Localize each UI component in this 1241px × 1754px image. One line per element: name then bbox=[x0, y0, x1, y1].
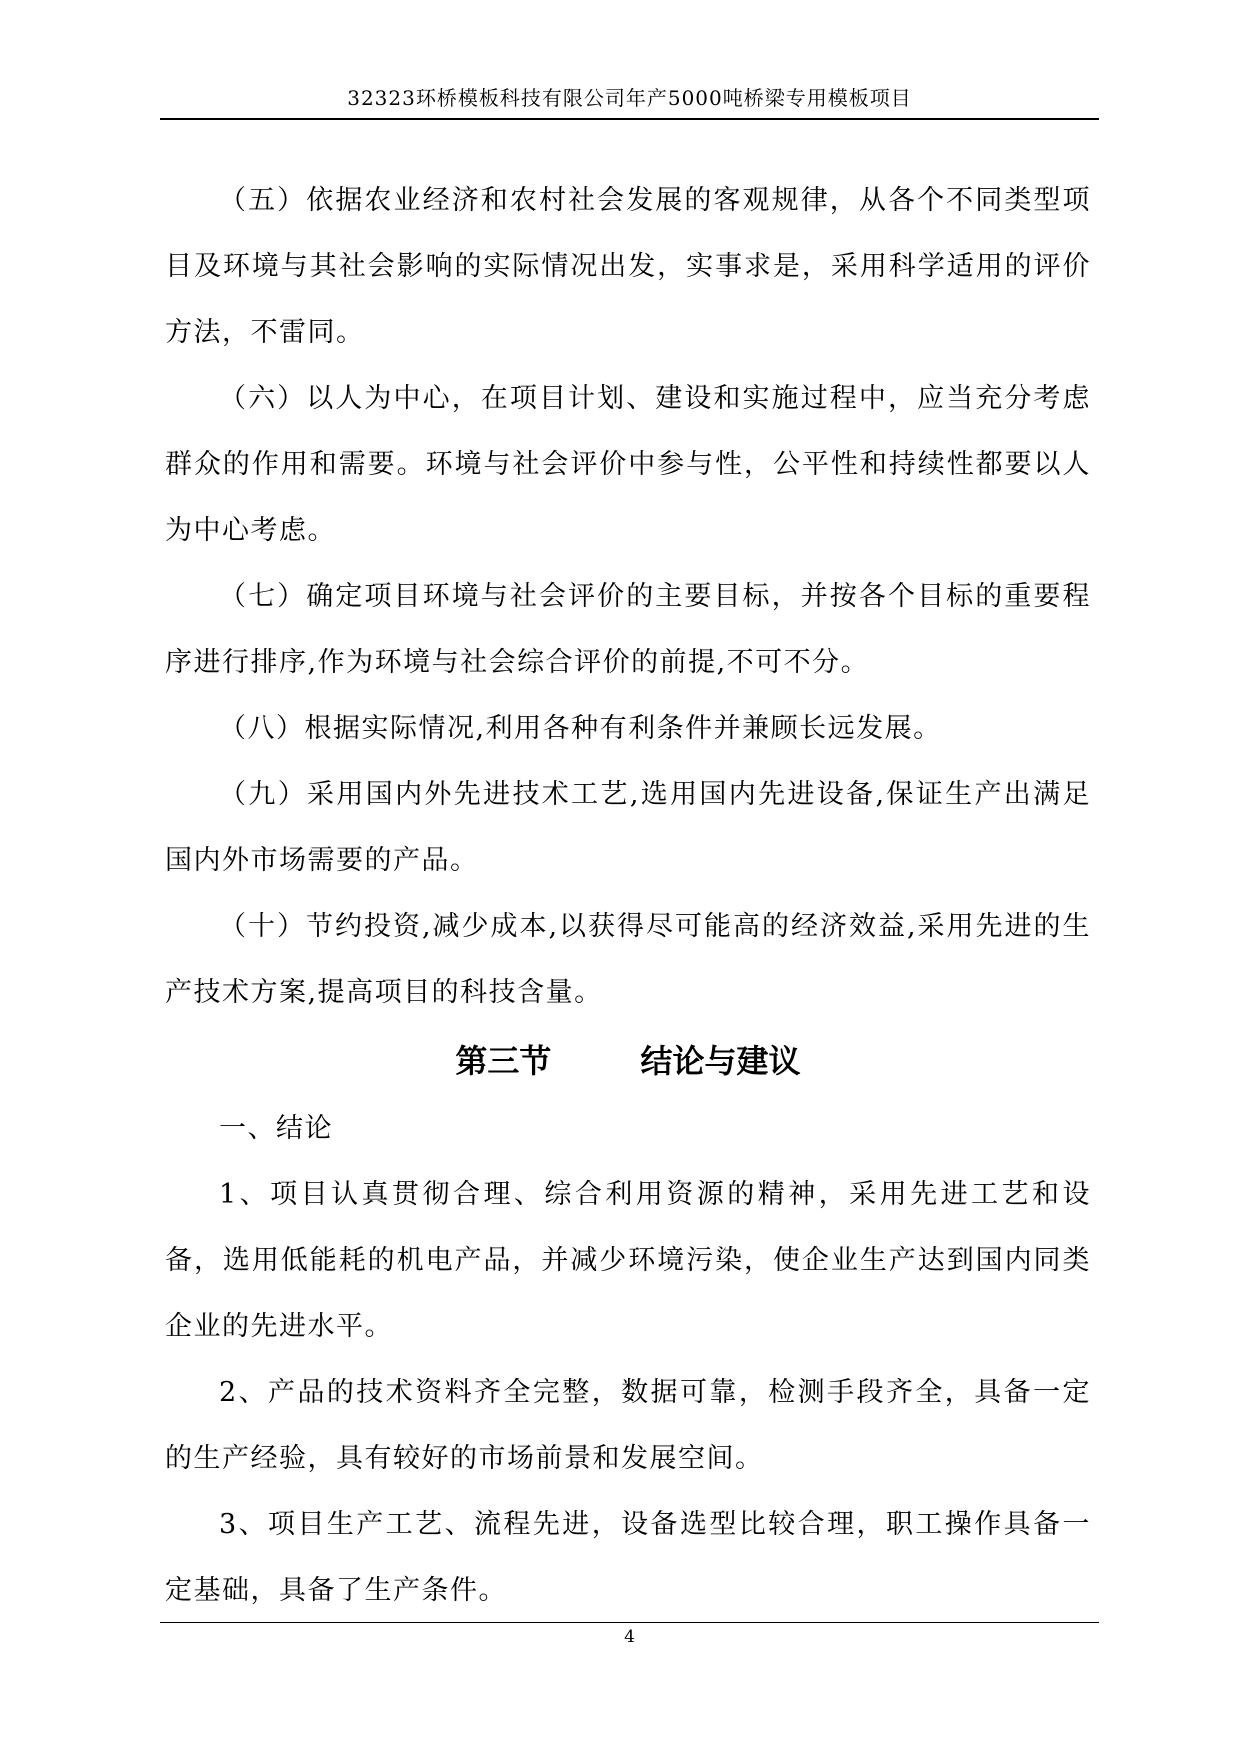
paragraph-principle-6: （六）以人为中心，在项目计划、建设和实施过程中，应当充分考虑群众的作用和需要。环境与社会评价中参与性，公平性和持续性都要以人为中心考虑。 bbox=[165, 383, 1091, 546]
paragraph-conclusion-2: 2、产品的技术资料齐全完整，数据可靠，检测手段齐全，具备一定的生产经验，具有较好的市场前景和发展空间。 bbox=[165, 1377, 1091, 1474]
document-body bbox=[165, 168, 1091, 1624]
running-header: 32323环桥模板科技有限公司年产5000吨桥梁专用模板项目 bbox=[347, 86, 912, 110]
section-heading: 第三节 结论与建议 bbox=[455, 1042, 801, 1080]
paragraph-principle-10: （十）节约投资,减少成本,以获得尽可能高的经济效益,采用先进的生产技术方案,提高项目的科技含量。 bbox=[165, 911, 1091, 1008]
subsection-heading-conclusion: 一、结论 bbox=[219, 1113, 333, 1144]
header-divider bbox=[160, 118, 1099, 120]
paragraph-principle-9: （九）采用国内外先进技术工艺,选用国内先进设备,保证生产出满足国内外市场需要的产品。 bbox=[165, 779, 1091, 876]
paragraph-principle-8: （八）根据实际情况,利用各种有利条件并兼顾长远发展。 bbox=[219, 713, 942, 744]
paragraph-conclusion-3: 3、项目生产工艺、流程先进，设备选型比较合理，职工操作具备一定基础，具备了生产条件。 bbox=[165, 1509, 1091, 1606]
paragraph-conclusion-1: 1、项目认真贯彻合理、综合利用资源的精神，采用先进工艺和设备，选用低能耗的机电产品，并减少环境污染，使企业生产达到国内同类企业的先进水平。 bbox=[165, 1179, 1091, 1342]
paragraph-principle-5: （五）依据农业经济和农村社会发展的客观规律，从各个不同类型项目及环境与其社会影响的实际情况出发，实事求是，采用科学适用的评价方法，不雷同。 bbox=[165, 185, 1091, 348]
paragraph-principle-7: （七）确定项目环境与社会评价的主要目标，并按各个目标的重要程序进行排序,作为环境与社会综合评价的前提,不可不分。 bbox=[165, 581, 1091, 678]
footer-divider bbox=[160, 1622, 1099, 1623]
page-number: 4 bbox=[624, 1627, 635, 1647]
